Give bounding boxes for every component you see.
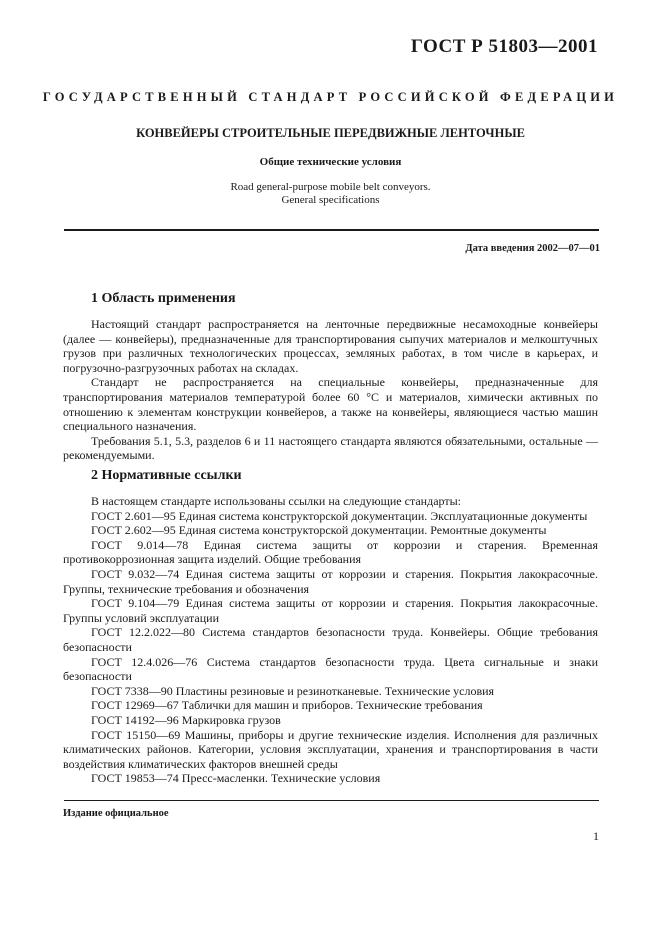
reference-item: ГОСТ 12.4.026—76 Система стандартов безопасности труда. Цвета сигнальные и знаки безопасности <box>63 654 598 684</box>
english-title <box>0 181 661 207</box>
reference-item: ГОСТ 12969—67 Таблички для машин и приборов. Технические требования <box>91 698 483 713</box>
page-number: 1 <box>593 829 599 843</box>
reference-item: ГОСТ 9.014—78 Единая система защиты от коррозии и старения. Временная противокоррозионная защита изделий. Общие требования <box>63 537 598 567</box>
reference-item: ГОСТ 9.104—79 Единая система защиты от коррозии и старения. Покрытия лакокрасочные. Группы условий эксплуатации <box>63 596 598 625</box>
reference-item: ГОСТ 19853—74 Пресс-масленки. Технические условия <box>91 771 381 786</box>
document-subtitle: Общие технические условия <box>259 156 402 168</box>
introduction-date: Дата введения 2002—07—01 <box>465 243 600 254</box>
state-standard-heading: ГОСУДАРСТВЕННЫЙ СТАНДАРТ РОССИЙСКОЙ ФЕДЕРАЦИИ <box>42 90 619 104</box>
reference-item: ГОСТ 15150—69 Машины, приборы и другие технические изделия. Исполнения для различных климатических районов. Категории, условия эксплуатации, хранения и транспортирования в части воздействия климатических факторов внешней среды <box>63 727 598 771</box>
english-title-line-1: Road general-purpose mobile belt conveyors. <box>230 181 431 193</box>
official-edition-label: Издание официальное <box>63 808 169 819</box>
reference-item: ГОСТ 2.602—95 Единая система конструкторской документации. Ремонтные документы <box>91 523 547 538</box>
references-intro: В настоящем стандарте использованы ссылки на следующие стандарты: <box>91 494 462 508</box>
reference-item: ГОСТ 2.601—95 Единая система конструкторской документации. Эксплуатационные документы <box>91 508 588 523</box>
section-1-paragraph: Стандарт не распространяется на специальные конвейеры, предназначенные для транспортирования материалов температурой более 60 °С и материалов, химически активных по отношению к элементам конструкции конвейеров, а также на конвейеры, являющиеся частью машин специального назначения. <box>63 375 598 434</box>
section-1-paragraph: Требования 5.1, 5.3, разделов 6 и 11 настоящего стандарта являются обязательными, остальные — рекомендуемыми. <box>63 433 598 463</box>
footer-divider <box>64 800 599 801</box>
document-code: ГОСТ Р 51803—2001 <box>410 36 598 57</box>
section-1-paragraph: Настоящий стандарт распространяется на ленточные передвижные несамоходные конвейеры (далее — конвейеры), предназначенные для транспортирования сыпучих материалов и мелкоштучных грузов при различных технологических процессах, земляных работах, в том числе в карьерах, и погрузочно-разгрузочных работах на складах. <box>63 317 598 375</box>
section-1-heading: 1 Область применения <box>91 291 236 306</box>
document-title: КОНВЕЙЕРЫ СТРОИТЕЛЬНЫЕ ПЕРЕДВИЖНЫЕ ЛЕНТОЧНЫЕ <box>136 126 525 140</box>
section-2-body <box>63 494 598 786</box>
reference-item: ГОСТ 14192—96 Маркировка грузов <box>91 712 281 727</box>
reference-item: ГОСТ 7338—90 Пластины резиновые и резинотканевые. Технические условия <box>91 683 495 698</box>
section-1-body <box>63 317 598 463</box>
section-2-heading: 2 Нормативные ссылки <box>91 468 242 483</box>
reference-item: ГОСТ 9.032—74 Единая система защиты от коррозии и старения. Покрытия лакокрасочные. Группы, технические требования и обозначения <box>63 566 598 596</box>
title-divider <box>64 229 599 231</box>
reference-item: ГОСТ 12.2.022—80 Система стандартов безопасности труда. Конвейеры. Общие требования безопасности <box>63 625 598 654</box>
english-title-line-2: General specifications <box>281 194 380 206</box>
